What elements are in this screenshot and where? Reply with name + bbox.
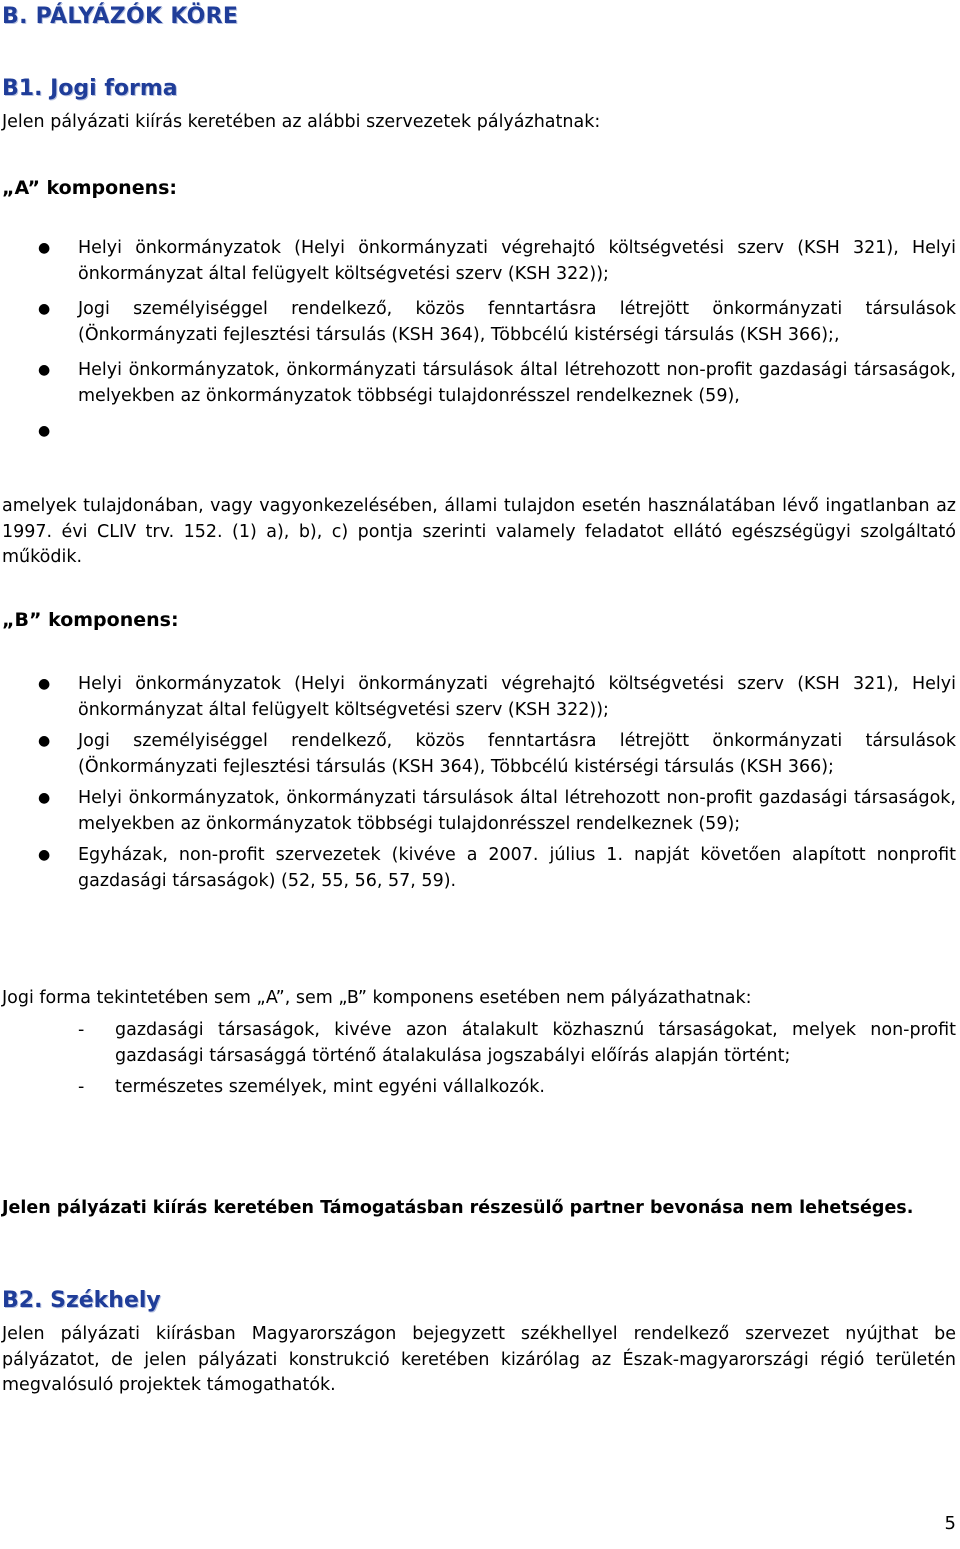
bullet-icon: ●: [38, 423, 51, 439]
list-item: ● Helyi önkormányzatok, önkormányzati társulások által létrehozott non-profit gazdasági társaságok, melyekben az önkormányzatok többségi tulajdonrésszel rendelkeznek (59);: [38, 788, 956, 834]
b2-text: Jelen pályázati kiírásban Magyarországon bejegyzett székhellyel rendelkező szervezet nyújthat be pályázatot, de jelen pályázati konstrukció keretében kizárólag az Észak-magyarországi régió területén megvalósuló projektek támogathatók.: [2, 1324, 956, 1395]
b1-intro: Jelen pályázati kiírás keretében az alábbi szervezetek pályázhatnak:: [2, 112, 601, 132]
list-item: ● Helyi önkormányzatok (Helyi önkormányzati végrehajtó költségvetési szerv (KSH 321), Helyi önkormányzat által felügyelt költségvetési szerv (KSH 322));: [38, 674, 956, 720]
dash-marker: -: [78, 1020, 85, 1040]
bullet-icon: ●: [38, 847, 51, 863]
section-heading: B. PÁLYÁZÓK KÖRE: [2, 4, 239, 29]
list-item: ● Jogi személyiséggel rendelkező, közös fenntartásra létrejött önkormányzati társulások (Önkormányzati fejlesztési társulás (KSH 364), Többcélú kistérségi társulás (KSH 366);: [38, 731, 956, 777]
list-item: ● Jogi személyiséggel rendelkező, közös fenntartásra létrejött önkormányzati társulások (Önkormányzati fejlesztési társulás (KSH 364), Többcélú kistérségi társulás (KSH 366);,: [38, 299, 956, 345]
list-item: [0, 419, 956, 444]
component-a-trailing: amelyek tulajdonában, vagy vagyonkezelésében, állami tulajdon esetén használatában lévő ingatlanban az 1997. évi CLIV trv. 152. (1) a), b), c) pontja szerinti valamely feladatot ellátó egészségügyi szolgáltató működik.: [2, 496, 956, 567]
component-a-label: „A” komponens:: [2, 177, 178, 199]
component-b-list: [0, 672, 956, 894]
bullet-icon: ●: [38, 676, 51, 692]
exclusion-list: [0, 1018, 956, 1101]
b1-title: B1. Jogi forma: [2, 76, 178, 101]
bullet-icon: ●: [38, 733, 51, 749]
exclusion-intro: Jogi forma tekintetében sem „A”, sem „B” komponens esetében nem pályázathatnak:: [2, 988, 752, 1008]
bullet-icon: ●: [38, 240, 51, 256]
component-b-label: „B” komponens:: [2, 609, 179, 631]
component-a-list: [0, 236, 956, 444]
list-item: ● Helyi önkormányzatok (Helyi önkormányzati végrehajtó költségvetési szerv (KSH 321), Helyi önkormányzat által felügyelt költségvetési szerv (KSH 322));: [38, 238, 956, 284]
b2-title: B2. Székhely: [2, 1288, 161, 1313]
page-number: 5: [944, 1513, 956, 1534]
list-item: - természetes személyek, mint egyéni vállalkozók.: [0, 1075, 956, 1101]
bullet-icon: ●: [38, 362, 51, 378]
partner-note: Jelen pályázati kiírás keretében Támogatásban részesülő partner bevonása nem lehetséges.: [2, 1198, 914, 1218]
list-item: - gazdasági társaságok, kivéve azon átalakult közhasznú társaságokat, melyek non-profit gazdasági társasággá történő átalakulása jogszabályi előírás alapján történt;: [78, 1020, 956, 1066]
dash-marker: -: [78, 1077, 85, 1097]
bullet-icon: ●: [38, 301, 51, 317]
list-item: ● Helyi önkormányzatok, önkormányzati társulások által létrehozott non-profit gazdasági társaságok, melyekben az önkormányzatok többségi tulajdonrésszel rendelkeznek (59),: [38, 360, 956, 406]
list-item: ● Egyházak, non-profit szervezetek (kivéve a 2007. július 1. napját követően alapított nonprofit gazdasági társaságok) (52, 55, 56, 57, 59).: [38, 845, 956, 891]
bullet-icon: ●: [38, 790, 51, 806]
